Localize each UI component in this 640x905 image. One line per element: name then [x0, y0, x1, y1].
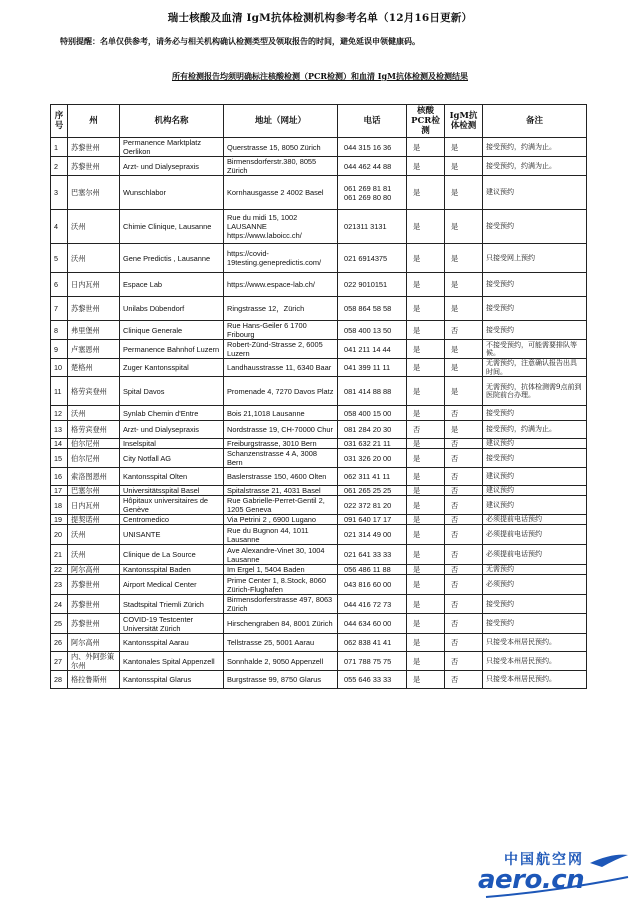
table-row — [51, 515, 587, 525]
table-row — [51, 340, 587, 359]
special-notice: 特别提醒：名单仅供参考，请务必与相关机构确认检测类型及领取报告的时间，避免延误申领健康码。 — [60, 36, 420, 46]
cell-igm: 是 — [445, 377, 483, 406]
cell-igm: 是 — [445, 359, 483, 377]
cell-state: 日内瓦州 — [68, 496, 120, 515]
logo-en-text: aero.cn — [478, 865, 585, 895]
cell-note: 必须预约 — [483, 575, 587, 595]
cell-phone: 031 326 20 00 — [338, 449, 407, 468]
cell-num: 20 — [51, 525, 68, 545]
table-row — [51, 565, 587, 575]
cell-igm: 否 — [445, 545, 483, 565]
cell-addr: Rue du Bugnon 44, 1011 Lausanne — [224, 525, 338, 545]
cell-addr: Schanzenstrasse 4 A, 3008 Bern — [224, 449, 338, 468]
cell-pcr: 是 — [407, 439, 445, 449]
cell-inst: Inselspital — [120, 439, 224, 449]
cell-pcr: 是 — [407, 671, 445, 689]
cell-addr: Ave Alexandre-Vinet 30, 1004 Lausanne — [224, 545, 338, 565]
cell-igm: 否 — [445, 565, 483, 575]
cell-addr: Via Petrini 2 , 6900 Lugano — [224, 515, 338, 525]
cell-phone: 055 646 33 33 — [338, 671, 407, 689]
cell-phone: 021 314 49 00 — [338, 525, 407, 545]
cell-state: 伯尔尼州 — [68, 439, 120, 449]
cell-note: 接受预约 — [483, 406, 587, 421]
cell-igm: 否 — [445, 496, 483, 515]
cell-pcr: 是 — [407, 359, 445, 377]
cell-addr: Nordstrasse 19, CH-70000 Chur — [224, 421, 338, 439]
cell-num: 23 — [51, 575, 68, 595]
cell-state: 苏黎世州 — [68, 297, 120, 321]
cell-pcr: 是 — [407, 496, 445, 515]
cell-note: 接受预约 — [483, 614, 587, 634]
cell-inst: Arzt- und Dialysepraxis — [120, 421, 224, 439]
cell-pcr: 是 — [407, 377, 445, 406]
table-row — [51, 652, 587, 671]
cell-state: 卢塞恩州 — [68, 340, 120, 359]
cell-note: 无需预约，抗体检测需9点前到医院前台办理。 — [483, 377, 587, 406]
cell-num: 27 — [51, 652, 68, 671]
cell-addr: Rue du midi 15, 1002 LAUSANNE https://www.laboicc.ch/ — [224, 210, 338, 244]
cell-phone: 058 864 58 58 — [338, 297, 407, 321]
cell-num: 18 — [51, 496, 68, 515]
cell-note: 必须提前电话预约 — [483, 545, 587, 565]
cell-addr: Spitalstrasse 21, 4031 Basel — [224, 486, 338, 496]
cell-num: 17 — [51, 486, 68, 496]
col-header-state: 州 — [68, 105, 120, 138]
cell-pcr: 是 — [407, 468, 445, 486]
cell-pcr: 否 — [407, 421, 445, 439]
cell-addr: Bois 21,1018 Lausanne — [224, 406, 338, 421]
cell-addr: Hirschengraben 84, 8001 Zürich — [224, 614, 338, 634]
cell-note: 建议预约 — [483, 439, 587, 449]
cell-state: 格拉鲁斯州 — [68, 671, 120, 689]
cell-addr: Tellstrasse 25, 5001 Aarau — [224, 634, 338, 652]
cell-phone: 081 414 88 88 — [338, 377, 407, 406]
cell-state: 苏黎世州 — [68, 575, 120, 595]
cell-inst: Espace Lab — [120, 273, 224, 297]
cell-num: 14 — [51, 439, 68, 449]
cell-inst: COVID-19 Testcenter Universität Zürich — [120, 614, 224, 634]
cell-num: 3 — [51, 176, 68, 210]
table-row — [51, 545, 587, 565]
cell-phone: 044 416 72 73 — [338, 595, 407, 614]
cell-inst: Kantonsspital Baden — [120, 565, 224, 575]
cell-igm: 否 — [445, 321, 483, 340]
testing-institutions-table — [50, 104, 587, 689]
cell-phone: 062 838 41 41 — [338, 634, 407, 652]
cell-igm: 否 — [445, 406, 483, 421]
cell-note: 只接受本州居民预约。 — [483, 671, 587, 689]
cell-num: 15 — [51, 449, 68, 468]
cell-state: 提契诺州 — [68, 515, 120, 525]
cell-note: 接受预约，约满为止。 — [483, 138, 587, 157]
table-row — [51, 321, 587, 340]
cell-addr: https://www.espace-lab.ch/ — [224, 273, 338, 297]
cell-note: 只接受本州居民预约。 — [483, 652, 587, 671]
cell-igm: 否 — [445, 671, 483, 689]
cell-state: 沃州 — [68, 210, 120, 244]
cell-pcr: 是 — [407, 406, 445, 421]
document-title: 瑞士核酸及血清 IgM抗体检测机构参考名单（12月16日更新） — [167, 12, 473, 24]
cell-igm: 是 — [445, 176, 483, 210]
cell-igm: 否 — [445, 652, 483, 671]
cell-igm: 是 — [445, 421, 483, 439]
cell-addr: Landhausstrasse 11, 6340 Baar — [224, 359, 338, 377]
cell-igm: 否 — [445, 595, 483, 614]
cell-igm: 是 — [445, 340, 483, 359]
cell-addr: Freiburgstrasse, 3010 Bern — [224, 439, 338, 449]
table-row — [51, 359, 587, 377]
cell-num: 11 — [51, 377, 68, 406]
cell-state: 巴塞尔州 — [68, 486, 120, 496]
table-row — [51, 157, 587, 176]
col-header-pcr: 核酸PCR检测 — [407, 105, 445, 138]
cell-num: 24 — [51, 595, 68, 614]
table-row — [51, 634, 587, 652]
cell-phone: 031 632 21 11 — [338, 439, 407, 449]
cell-state: 阿尔高州 — [68, 565, 120, 575]
cell-addr: Rue Gabrielle-Perret-Gentil 2, 1205 Geneva — [224, 496, 338, 515]
cell-phone: 081 284 20 30 — [338, 421, 407, 439]
table-row — [51, 244, 587, 273]
cell-inst: Synlab Chemin d'Entre — [120, 406, 224, 421]
cell-inst: Wunschlabor — [120, 176, 224, 210]
cell-pcr: 是 — [407, 515, 445, 525]
table-row — [51, 614, 587, 634]
cell-num: 12 — [51, 406, 68, 421]
cell-phone: 058 400 15 00 — [338, 406, 407, 421]
cell-igm: 是 — [445, 157, 483, 176]
cell-num: 6 — [51, 273, 68, 297]
cell-note: 接受预约 — [483, 297, 587, 321]
cell-phone: 044 315 16 36 — [338, 138, 407, 157]
cell-inst: Chimie Clinique, Lausanne — [120, 210, 224, 244]
col-header-inst: 机构名称 — [120, 105, 224, 138]
table-row — [51, 273, 587, 297]
cell-num: 16 — [51, 468, 68, 486]
cell-inst: Arzt- und Dialysepraxis — [120, 157, 224, 176]
col-header-addr: 地址（网址） — [224, 105, 338, 138]
cell-state: 楚格州 — [68, 359, 120, 377]
cell-inst: Kantonsspital Olten — [120, 468, 224, 486]
cell-num: 9 — [51, 340, 68, 359]
cell-addr: Prime Center 1, 8.Stock, 8060 Zürich-Flughafen — [224, 575, 338, 595]
table-row — [51, 138, 587, 157]
cell-pcr: 是 — [407, 210, 445, 244]
cell-pcr: 是 — [407, 634, 445, 652]
cell-pcr: 是 — [407, 486, 445, 496]
cell-addr: Sonnhalde 2, 9050 Appenzell — [224, 652, 338, 671]
cell-igm: 否 — [445, 486, 483, 496]
cell-state: 沃州 — [68, 545, 120, 565]
table-row — [51, 496, 587, 515]
cell-pcr: 是 — [407, 273, 445, 297]
aero-cn-logo — [478, 847, 634, 899]
cell-num: 2 — [51, 157, 68, 176]
cell-igm: 否 — [445, 614, 483, 634]
cell-pcr: 是 — [407, 138, 445, 157]
cell-inst: Hôpitaux universitaires de Genève — [120, 496, 224, 515]
cell-phone: 091 640 17 17 — [338, 515, 407, 525]
cell-pcr: 是 — [407, 545, 445, 565]
cell-addr: Birmensdorferstrasse 497, 8063 Zürich — [224, 595, 338, 614]
cell-inst: Spital Davos — [120, 377, 224, 406]
table-row — [51, 671, 587, 689]
cell-addr: Promenade 4, 7270 Davos Platz — [224, 377, 338, 406]
cell-note: 接受预约 — [483, 321, 587, 340]
cell-note: 接受预约 — [483, 273, 587, 297]
cell-num: 28 — [51, 671, 68, 689]
cell-inst: Centromedico — [120, 515, 224, 525]
cell-igm: 是 — [445, 273, 483, 297]
cell-inst: Permanence Bahnhof Luzern — [120, 340, 224, 359]
cell-pcr: 是 — [407, 595, 445, 614]
cell-phone: 021 641 33 33 — [338, 545, 407, 565]
table-header-row — [51, 105, 587, 138]
cell-pcr: 是 — [407, 652, 445, 671]
cell-addr: Querstrasse 15, 8050 Zürich — [224, 138, 338, 157]
cell-pcr: 是 — [407, 157, 445, 176]
cell-state: 苏黎世州 — [68, 595, 120, 614]
table-row — [51, 575, 587, 595]
cell-note: 无需预约 — [483, 565, 587, 575]
cell-note: 接受预约，约满为止。 — [483, 157, 587, 176]
cell-inst: Universitätsspital Basel — [120, 486, 224, 496]
cell-num: 4 — [51, 210, 68, 244]
cell-phone: 062 311 41 11 — [338, 468, 407, 486]
cell-note: 接受预约 — [483, 595, 587, 614]
cell-note: 接受预约，约满为止。 — [483, 421, 587, 439]
cell-num: 8 — [51, 321, 68, 340]
cell-state: 苏黎世州 — [68, 157, 120, 176]
cell-state: 内、外阿彭策尔州 — [68, 652, 120, 671]
cell-state: 阿尔高州 — [68, 634, 120, 652]
col-header-note: 备注 — [483, 105, 587, 138]
logo-cn-text: 中国航空网 — [504, 852, 584, 868]
cell-phone: 058 400 13 50 — [338, 321, 407, 340]
cell-pcr: 是 — [407, 297, 445, 321]
cell-state: 伯尔尼州 — [68, 449, 120, 468]
cell-phone: 061 265 25 25 — [338, 486, 407, 496]
cell-igm: 是 — [445, 138, 483, 157]
report-requirement: 所有检测报告均须明确标注核酸检测（PCR检测）和血清 IgM抗体检测及检测结果 — [171, 71, 468, 81]
table-row — [51, 297, 587, 321]
cell-addr: https://covid-19testing.genepredictis.com/ — [224, 244, 338, 273]
cell-note: 建议预约 — [483, 176, 587, 210]
cell-addr: Burgstrasse 99, 8750 Glarus — [224, 671, 338, 689]
cell-inst: City Notfall AG — [120, 449, 224, 468]
cell-num: 5 — [51, 244, 68, 273]
cell-inst: UNISANTE — [120, 525, 224, 545]
cell-inst: Kantonales Spital Appenzell — [120, 652, 224, 671]
table-row — [51, 595, 587, 614]
col-header-phone: 电话 — [338, 105, 407, 138]
cell-state: 沃州 — [68, 525, 120, 545]
cell-note: 必须提前电话预约 — [483, 525, 587, 545]
cell-pcr: 是 — [407, 575, 445, 595]
cell-pcr: 是 — [407, 614, 445, 634]
cell-inst: Gene Predictis , Lausanne — [120, 244, 224, 273]
cell-note: 建议预约 — [483, 496, 587, 515]
cell-num: 7 — [51, 297, 68, 321]
cell-num: 26 — [51, 634, 68, 652]
cell-inst: Kantonsspital Glarus — [120, 671, 224, 689]
cell-phone: 041 399 11 11 — [338, 359, 407, 377]
cell-addr: Im Ergel 1, 5404 Baden — [224, 565, 338, 575]
cell-pcr: 是 — [407, 525, 445, 545]
table-row — [51, 377, 587, 406]
cell-igm: 是 — [445, 210, 483, 244]
cell-state: 巴塞尔州 — [68, 176, 120, 210]
cell-phone: 043 816 60 00 — [338, 575, 407, 595]
table-row — [51, 406, 587, 421]
cell-note: 接受预约 — [483, 210, 587, 244]
cell-pcr: 是 — [407, 176, 445, 210]
cell-state: 弗里堡州 — [68, 321, 120, 340]
table-row — [51, 449, 587, 468]
cell-state: 沃州 — [68, 244, 120, 273]
cell-state: 苏黎世州 — [68, 138, 120, 157]
cell-pcr: 是 — [407, 340, 445, 359]
table-row — [51, 439, 587, 449]
cell-phone: 041 211 14 44 — [338, 340, 407, 359]
cell-note: 只接受网上预约 — [483, 244, 587, 273]
cell-inst: Stadtspital Triemli Zürich — [120, 595, 224, 614]
cell-addr: Rue Hans-Geiler 6 1700 Fribourg — [224, 321, 338, 340]
cell-igm: 否 — [445, 515, 483, 525]
cell-state: 苏黎世州 — [68, 614, 120, 634]
cell-num: 19 — [51, 515, 68, 525]
cell-num: 21 — [51, 545, 68, 565]
cell-igm: 否 — [445, 634, 483, 652]
cell-inst: Unilabs Dübendorf — [120, 297, 224, 321]
col-header-igm: IgM抗体检测 — [445, 105, 483, 138]
cell-igm: 是 — [445, 297, 483, 321]
cell-inst: Airport Medical Center — [120, 575, 224, 595]
cell-phone: 044 634 60 00 — [338, 614, 407, 634]
cell-addr: Baslerstrasse 150, 4600 Olten — [224, 468, 338, 486]
cell-addr: Robert-Zünd-Strasse 2, 6005 Luzern — [224, 340, 338, 359]
cell-inst: Kantonsspital Aarau — [120, 634, 224, 652]
col-header-num: 序号 — [51, 105, 68, 138]
cell-phone: 022 9010151 — [338, 273, 407, 297]
cell-phone: 071 788 75 75 — [338, 652, 407, 671]
cell-num: 13 — [51, 421, 68, 439]
cell-igm: 是 — [445, 244, 483, 273]
cell-pcr: 是 — [407, 244, 445, 273]
cell-state: 格劳宾登州 — [68, 421, 120, 439]
cell-inst: Clinique de La Source — [120, 545, 224, 565]
cell-inst: Clinique Generale — [120, 321, 224, 340]
cell-igm: 否 — [445, 449, 483, 468]
cell-addr: Ringstrasse 12，Zürich — [224, 297, 338, 321]
cell-state: 索洛图恩州 — [68, 468, 120, 486]
cell-num: 1 — [51, 138, 68, 157]
cell-num: 25 — [51, 614, 68, 634]
cell-phone: 022 372 81 20 — [338, 496, 407, 515]
table-row — [51, 421, 587, 439]
cell-note: 不接受预约，可能需要排队等候。 — [483, 340, 587, 359]
cell-phone: 021311 3131 — [338, 210, 407, 244]
cell-num: 10 — [51, 359, 68, 377]
cell-state: 格劳宾登州 — [68, 377, 120, 406]
cell-igm: 否 — [445, 468, 483, 486]
cell-pcr: 是 — [407, 449, 445, 468]
cell-igm: 否 — [445, 439, 483, 449]
cell-igm: 否 — [445, 575, 483, 595]
cell-pcr: 是 — [407, 321, 445, 340]
cell-note: 必须提前电话预约 — [483, 515, 587, 525]
cell-inst: Permanence Marktplatz Oerlikon — [120, 138, 224, 157]
cell-note: 只接受本州居民预约。 — [483, 634, 587, 652]
cell-inst: Zuger Kantonsspital — [120, 359, 224, 377]
cell-addr: Birmensdorferstr.380, 8055 Zürich — [224, 157, 338, 176]
cell-phone: 021 6914375 — [338, 244, 407, 273]
cell-state: 日内瓦州 — [68, 273, 120, 297]
table-row — [51, 486, 587, 496]
cell-phone: 061 269 81 81 061 269 80 80 — [338, 176, 407, 210]
cell-phone: 056 486 11 88 — [338, 565, 407, 575]
cell-state: 沃州 — [68, 406, 120, 421]
cell-pcr: 是 — [407, 565, 445, 575]
cell-phone: 044 462 44 88 — [338, 157, 407, 176]
table-row — [51, 525, 587, 545]
cell-igm: 否 — [445, 525, 483, 545]
cell-note: 接受预约 — [483, 449, 587, 468]
cell-num: 22 — [51, 565, 68, 575]
table-row — [51, 468, 587, 486]
cell-note: 建议预约 — [483, 486, 587, 496]
table-row — [51, 176, 587, 210]
cell-addr: Kornhausgasse 2 4002 Basel — [224, 176, 338, 210]
cell-note: 建议预约 — [483, 468, 587, 486]
cell-note: 无需预约，注意确认报告出具时间。 — [483, 359, 587, 377]
table-row — [51, 210, 587, 244]
